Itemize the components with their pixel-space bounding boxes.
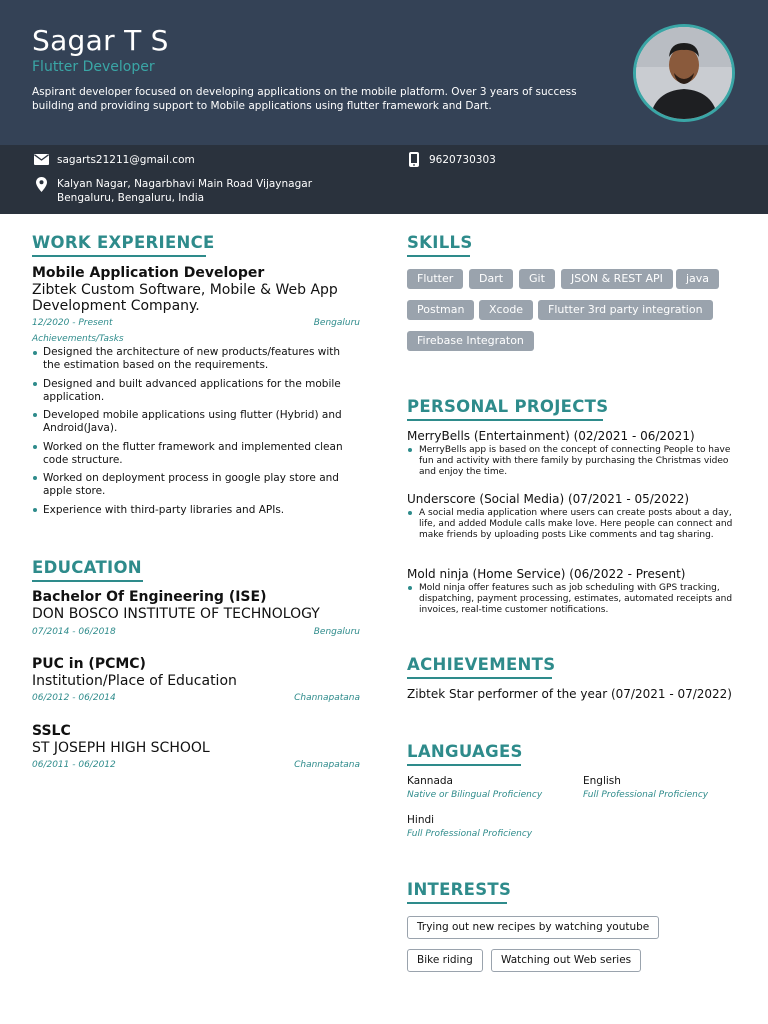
education-title: EDUCATION	[32, 558, 142, 577]
skills-heading	[407, 233, 473, 257]
skill-tag: java	[676, 269, 719, 289]
achievements-heading	[407, 655, 555, 679]
interests-heading	[407, 880, 511, 904]
bullet	[33, 508, 37, 512]
skill-tag: Postman	[407, 300, 474, 320]
interest-tag: Bike riding	[407, 949, 483, 972]
skill-tag: Flutter 3rd party integration	[538, 300, 713, 320]
education-school: DON BOSCO INSTITUTE OF TECHNOLOGY	[32, 606, 320, 622]
achievements-title: ACHIEVEMENTS	[407, 655, 556, 674]
resume-header	[0, 0, 768, 145]
contact-address-line2: Bengaluru, Bengaluru, India	[57, 192, 205, 204]
education-degree: Bachelor Of Engineering (ISE)	[32, 589, 267, 605]
skill-tag: Git	[519, 269, 555, 289]
education-location: Channapatana	[294, 760, 360, 770]
job-dates: 12/2020 - Present	[32, 318, 113, 328]
heading-underline	[407, 255, 470, 257]
task-item: Developed mobile applications using flutter (Hybrid) and Android(Java).	[43, 409, 342, 434]
heading-underline	[407, 902, 507, 904]
education-dates: 06/2011 - 06/2012	[32, 760, 116, 770]
bullet	[33, 476, 37, 480]
education-dates: 06/2012 - 06/2014	[32, 693, 116, 703]
project-description: MerryBells app is based on the concept of connecting People to have fun and activity with there family by purchasing the Christmas video and enjoy the time.	[419, 445, 731, 477]
education-degree: SSLC	[32, 723, 71, 739]
project-description: A social media application where users can create posts about a day, life, and added Module calls make love. Here people can connect and make friends by uploading posts Like comments and tag sharing.	[419, 508, 733, 540]
contact-phone[interactable]: 9620730303	[429, 154, 496, 166]
person-photo-icon	[636, 27, 732, 119]
education-school: Institution/Place of Education	[32, 673, 237, 689]
projects-title: PERSONAL PROJECTS	[407, 397, 609, 416]
profile-photo	[633, 24, 735, 122]
language-level: Full Professional Proficiency	[407, 829, 533, 839]
language-name: Kannada	[407, 775, 453, 787]
education-dates: 07/2014 - 06/2018	[32, 627, 116, 637]
heading-underline	[32, 255, 206, 257]
bullet	[33, 382, 37, 386]
bullet	[33, 445, 37, 449]
education-degree: PUC in (PCMC)	[32, 656, 146, 672]
languages-heading	[407, 742, 523, 766]
education-school: ST JOSEPH HIGH SCHOOL	[32, 740, 210, 756]
job-title: Mobile Application Developer	[32, 265, 265, 281]
project-title: MerryBells (Entertainment) (02/2021 - 06/2021)	[407, 429, 695, 443]
projects-heading	[407, 397, 608, 421]
language-name: English	[583, 775, 621, 787]
education-location: Bengaluru	[313, 627, 360, 637]
task-item: Experience with third-party libraries and APIs.	[43, 504, 285, 516]
project-title: Mold ninja (Home Service) (06/2022 - Present)	[407, 567, 686, 581]
languages-title: LANGUAGES	[407, 742, 523, 761]
heading-underline	[407, 677, 552, 679]
interest-tag: Watching out Web series	[491, 949, 641, 972]
task-item: Designed the architecture of new products/features with the estimation based on the requirements.	[43, 346, 341, 371]
heading-underline	[407, 419, 603, 421]
work-experience-title: WORK EXPERIENCE	[32, 233, 215, 252]
education-location: Channapatana	[294, 693, 360, 703]
language-name: Hindi	[407, 814, 435, 826]
bullet	[408, 586, 412, 590]
task-item: Worked on the flutter framework and implemented clean code structure.	[43, 441, 343, 466]
skill-tag: Xcode	[479, 300, 533, 320]
bullet	[408, 511, 412, 515]
language-level: Native or Bilingual Proficiency	[407, 790, 543, 800]
contact-email[interactable]: sagarts21211@gmail.com	[57, 154, 195, 166]
envelope-icon	[34, 154, 49, 165]
job-location: Bengaluru	[313, 318, 360, 328]
candidate-name: Sagar T S	[32, 24, 169, 57]
education-heading	[32, 558, 143, 582]
bullet	[408, 448, 412, 452]
task-item: Worked on deployment process in google play store and apple store.	[43, 472, 339, 497]
bullet	[33, 413, 37, 417]
skill-tag: JSON & REST API	[561, 269, 673, 289]
skill-tag: Dart	[469, 269, 513, 289]
work-experience-heading	[32, 233, 215, 257]
interest-tag: Trying out new recipes by watching youtube	[407, 916, 659, 939]
achievement-item: Zibtek Star performer of the year (07/2021 - 07/2022)	[407, 687, 732, 701]
company-name-line1: Zibtek Custom Software, Mobile & Web App	[32, 282, 338, 298]
tasks-label: Achievements/Tasks	[32, 334, 124, 344]
contact-address-line1: Kalyan Nagar, Nagarbhavi Main Road Vijaynagar	[57, 178, 313, 190]
heading-underline	[407, 764, 521, 766]
skill-tag: Flutter	[407, 269, 463, 289]
language-level: Full Professional Proficiency	[583, 790, 709, 800]
skills-title: SKILLS	[407, 233, 473, 252]
company-name-line2: Development Company.	[32, 298, 200, 314]
heading-underline	[32, 580, 143, 582]
project-title: Underscore (Social Media) (07/2021 - 05/2022)	[407, 492, 690, 506]
location-pin-icon	[36, 177, 47, 192]
profile-summary: Aspirant developer focused on developing applications on the mobile platform. Over 3 years of success building and providing support to Mobile applications using flutter framework and Dart.	[32, 86, 577, 112]
phone-icon	[409, 152, 419, 167]
candidate-role: Flutter Developer	[32, 59, 155, 75]
bullet	[33, 351, 37, 355]
interests-title: INTERESTS	[407, 880, 512, 899]
project-description: Mold ninja offer features such as job scheduling with GPS tracking, dispatching, payment processing, estimates, automated receipts and invoices, real-time customer notifications.	[419, 583, 733, 615]
contact-bar	[0, 145, 768, 214]
skill-tag: Firebase Integraton	[407, 331, 534, 351]
task-item: Designed and built advanced applications for the mobile application.	[43, 378, 341, 403]
